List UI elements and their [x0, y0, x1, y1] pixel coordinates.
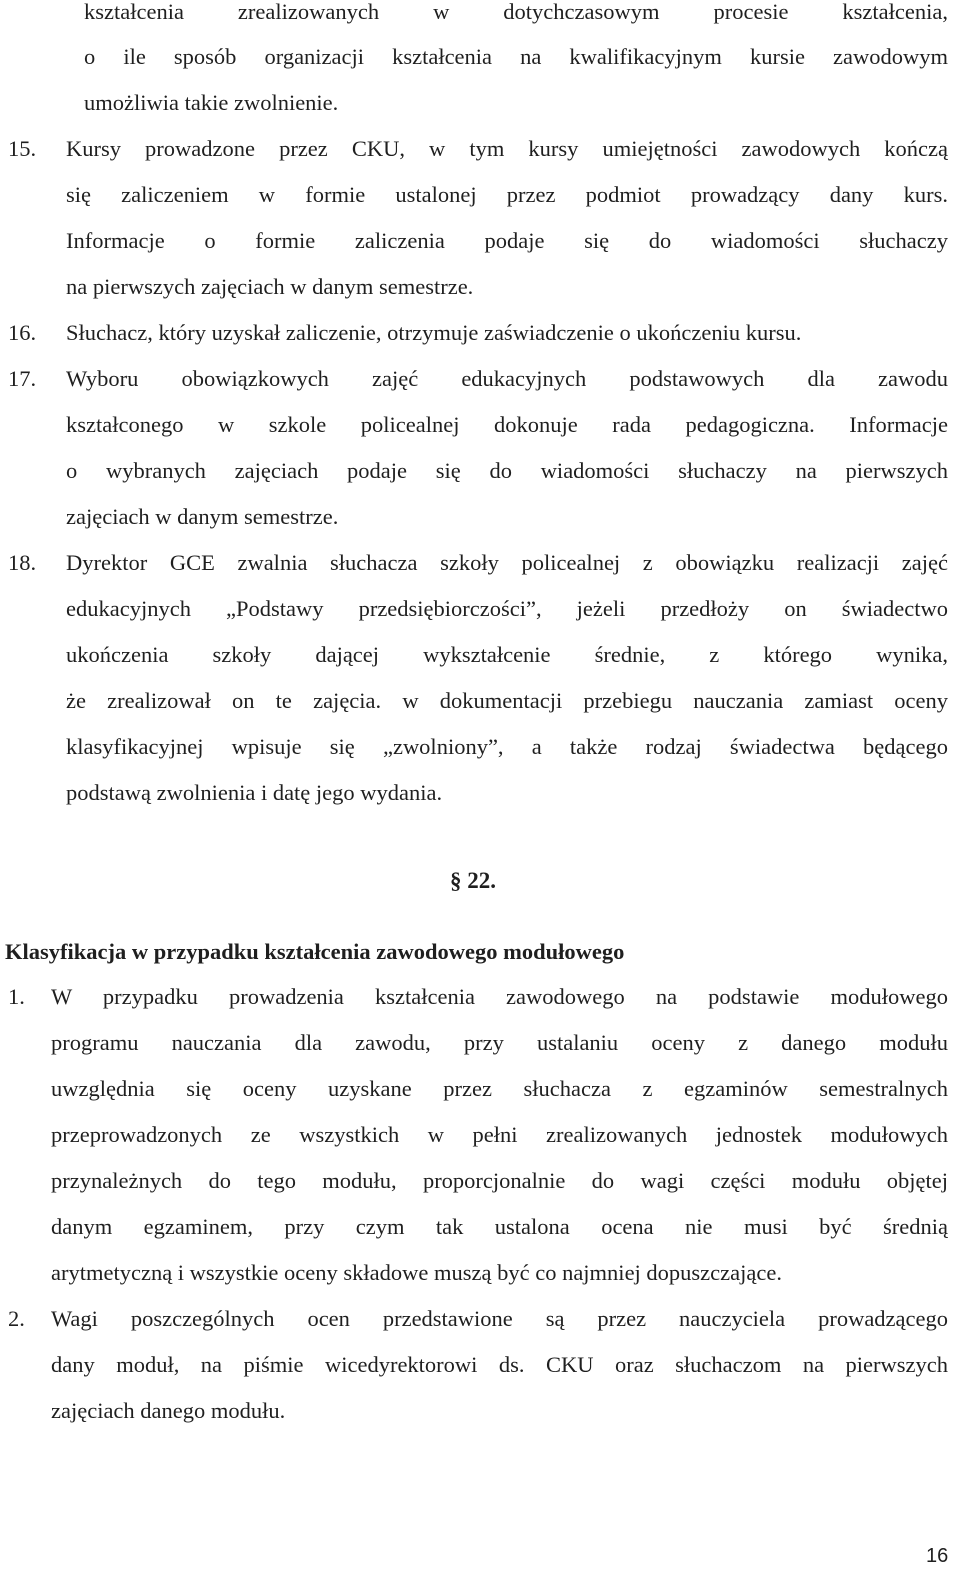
item-number: 16.	[8, 320, 37, 345]
page-number: 16	[926, 1545, 949, 1567]
item-number: 18.	[8, 550, 37, 575]
point-number: 1.	[8, 984, 25, 1009]
paragraph-line: Wyboru obowiązkowych zajęć edukacyjnych podstawowych dla zawodu	[66, 366, 948, 391]
paragraph-line: umożliwia takie zwolnienie.	[84, 90, 339, 115]
section-sign: § 22.	[450, 868, 496, 893]
paragraph-line: kształcenia zrealizowanych w dotychczasowym procesie kształcenia,	[84, 0, 948, 24]
paragraph-line: zajęciach danego modułu.	[51, 1398, 286, 1423]
section-heading: Klasyfikacja w przypadku kształcenia zawodowego modułowego	[5, 939, 625, 964]
item-number: 17.	[8, 366, 37, 391]
paragraph-line: dany moduł, na piśmie wicedyrektorowi ds. CKU oraz słuchaczom na pierwszych	[51, 1352, 948, 1377]
paragraph-line: ukończenia szkoły dającej wykształcenie średnie, z którego wynika,	[66, 642, 948, 667]
paragraph-line: W przypadku prowadzenia kształcenia zawodowego na podstawie modułowego	[51, 984, 948, 1009]
paragraph-line: edukacyjnych „Podstawy przedsiębiorczości”, jeżeli przedłoży on świadectwo	[66, 596, 948, 621]
point-number: 2.	[8, 1306, 25, 1331]
paragraph-line: na pierwszych zajęciach w danym semestrze.	[66, 274, 474, 299]
paragraph-line: programu nauczania dla zawodu, przy ustalaniu oceny z danego modułu	[51, 1030, 948, 1055]
paragraph-line: Informacje o formie zaliczenia podaje się do wiadomości słuchaczy	[66, 228, 948, 253]
paragraph-line: Dyrektor GCE zwalnia słuchacza szkoły policealnej z obowiązku realizacji zajęć	[66, 550, 948, 575]
paragraph-line: przynależnych do tego modułu, proporcjonalnie do wagi części modułu objętej	[51, 1168, 948, 1193]
paragraph-line: o ile sposób organizacji kształcenia na kwalifikacyjnym kursie zawodowym	[84, 44, 948, 69]
paragraph-line: o wybranych zajęciach podaje się do wiadomości słuchaczy na pierwszych	[66, 458, 948, 483]
paragraph-line: Kursy prowadzone przez CKU, w tym kursy umiejętności zawodowych kończą	[66, 136, 948, 161]
paragraph-line: zajęciach w danym semestrze.	[66, 504, 339, 529]
paragraph-line: arytmetyczną i wszystkie oceny składowe muszą być co najmniej dopuszczające.	[51, 1260, 782, 1285]
paragraph-line: klasyfikacyjnej wpisuje się „zwolniony”, a także rodzaj świadectwa będącego	[66, 734, 948, 759]
paragraph-line: się zaliczeniem w formie ustalonej przez podmiot prowadzący dany kurs.	[66, 182, 948, 207]
paragraph-line: że zrealizował on te zajęcia. w dokumentacji przebiegu nauczania zamiast oceny	[66, 688, 948, 713]
paragraph-line: podstawą zwolnienia i datę jego wydania.	[66, 780, 443, 805]
paragraph-line: Słuchacz, który uzyskał zaliczenie, otrzymuje zaświadczenie o ukończeniu kursu.	[66, 320, 802, 345]
paragraph-line: kształconego w szkole policealnej dokonuje rada pedagogiczna. Informacje	[66, 412, 948, 437]
paragraph-line: przeprowadzonych ze wszystkich w pełni zrealizowanych jednostek modułowych	[51, 1122, 948, 1147]
paragraph-line: danym egzaminem, przy czym tak ustalona ocena nie musi być średnią	[51, 1214, 948, 1239]
item-number: 15.	[8, 136, 37, 161]
paragraph-line: uwzględnia się oceny uzyskane przez słuchacza z egzaminów semestralnych	[51, 1076, 948, 1101]
paragraph-line: Wagi poszczególnych ocen przedstawione są przez nauczyciela prowadzącego	[51, 1306, 948, 1331]
